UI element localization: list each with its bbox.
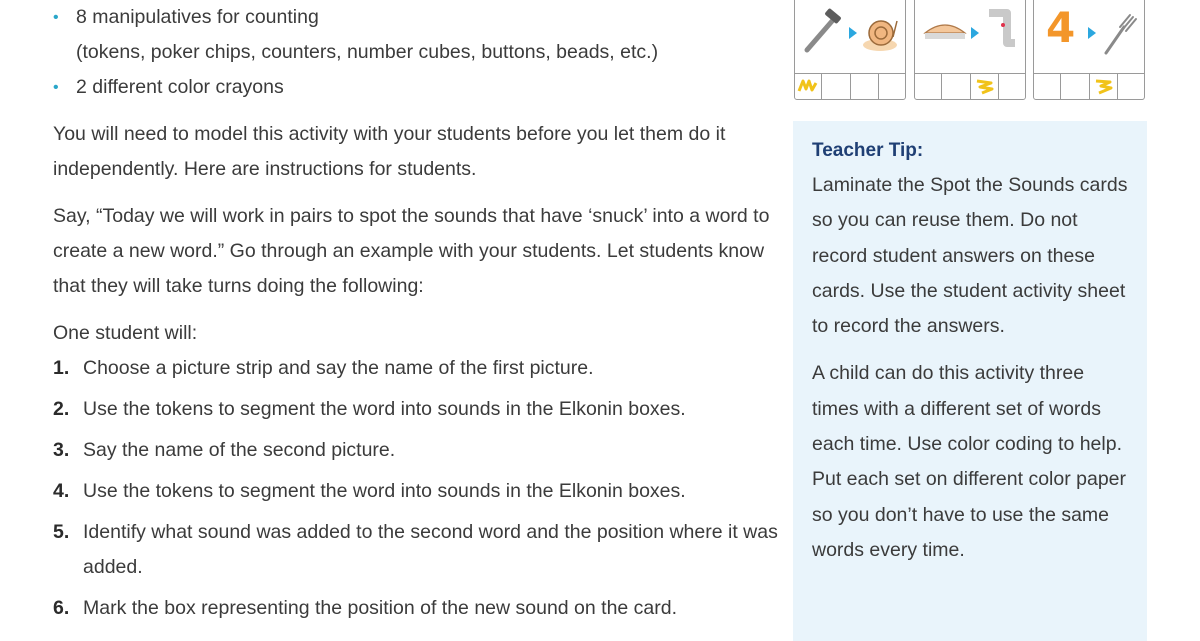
step-text: Say the name of the second picture. — [83, 439, 396, 461]
step-text: Use the tokens to segment the word into sounds in the Elkonin boxes. — [83, 480, 686, 502]
list-item — [53, 70, 783, 105]
teacher-tip-box — [793, 121, 1147, 641]
card-pictures — [915, 3, 1025, 63]
material-text: 2 different color crayons — [76, 76, 284, 98]
picture-cards — [794, 0, 1148, 101]
bullet-icon: • — [53, 9, 59, 26]
material-subtext: (tokens, poker chips, counters, number cubes, buttons, beads, etc.) — [76, 41, 659, 63]
scribble-mark-icon — [1093, 77, 1115, 95]
card-pictures — [1034, 3, 1144, 63]
step-text: Mark the box representing the position of the new sound on the card. — [83, 597, 678, 619]
step-number: 2. — [53, 398, 70, 420]
list-item — [53, 515, 783, 585]
bullet-icon: • — [53, 79, 59, 96]
snail-icon — [863, 21, 897, 51]
step-number: 6. — [53, 597, 70, 619]
elkonin-box[interactable] — [1118, 74, 1145, 100]
elkonin-box[interactable] — [914, 74, 942, 100]
elkonin-box[interactable] — [879, 74, 906, 100]
scribble-mark-icon — [974, 77, 996, 95]
pipe-icon — [989, 13, 1015, 43]
pie-icon — [925, 25, 965, 39]
step-text: Use the tokens to segment the word into sounds in the Elkonin boxes. — [83, 398, 686, 420]
materials-list — [53, 0, 783, 105]
hammer-icon — [807, 8, 842, 50]
number-four: 4 — [1046, 3, 1076, 52]
picture-card — [794, 0, 906, 100]
card-pictures — [795, 3, 905, 63]
elkonin-boxes — [914, 73, 1026, 100]
list-item — [53, 392, 783, 427]
step-number: 1. — [53, 357, 70, 379]
intro-paragraph: You will need to model this activity with your students before you let them do it independently. Here are instructions for students. — [53, 123, 726, 180]
one-student-label: One student will: — [53, 322, 198, 344]
elkonin-box[interactable] — [971, 74, 999, 100]
elkonin-boxes — [1033, 73, 1145, 100]
list-item — [53, 433, 783, 468]
elkonin-box[interactable] — [794, 74, 822, 100]
step-text: Identify what sound was added to the second word and the position where it was added. — [83, 521, 778, 578]
scribble-mark-icon — [797, 77, 819, 95]
list-item — [53, 474, 783, 509]
arrow-icon — [971, 27, 979, 39]
steps-list — [53, 351, 783, 626]
elkonin-box[interactable] — [999, 74, 1026, 100]
elkonin-box[interactable] — [942, 74, 970, 100]
main-column — [53, 0, 783, 626]
arrow-icon — [1088, 27, 1096, 39]
teacher-tip-title: Teacher Tip: — [812, 140, 924, 161]
list-item — [53, 0, 783, 70]
list-item — [53, 591, 783, 626]
step-number: 5. — [53, 521, 70, 543]
picture-card — [1033, 0, 1145, 100]
elkonin-boxes — [794, 73, 906, 100]
step-number: 3. — [53, 439, 70, 461]
teacher-tip-paragraph: A child can do this activity three times with a different set of words each time. Use color coding to help. Put each set on different color paper so you don’t have to use the same words every time. — [812, 362, 1127, 561]
elkonin-box[interactable] — [851, 74, 879, 100]
elkonin-box[interactable] — [1033, 74, 1061, 100]
elkonin-box[interactable] — [822, 74, 850, 100]
step-text: Choose a picture strip and say the name of the first picture. — [83, 357, 594, 379]
arrow-icon — [849, 27, 857, 39]
elkonin-box[interactable] — [1061, 74, 1089, 100]
elkonin-box[interactable] — [1090, 74, 1118, 100]
step-number: 4. — [53, 480, 70, 502]
material-text: 8 manipulatives for counting — [76, 6, 319, 28]
picture-card — [914, 0, 1026, 100]
list-item — [53, 351, 783, 386]
teacher-tip-paragraph: Laminate the Spot the Sounds cards so you can reuse them. Do not record student answers on these cards. Use the student activity sheet to record the answers. — [812, 174, 1128, 338]
fork-icon — [1106, 15, 1136, 53]
say-paragraph: Say, “Today we will work in pairs to spot the sounds that have ‘snuck’ into a word to create a new word.” Go through an example with your students. Let students know that they will take turns doing the following: — [53, 205, 770, 297]
